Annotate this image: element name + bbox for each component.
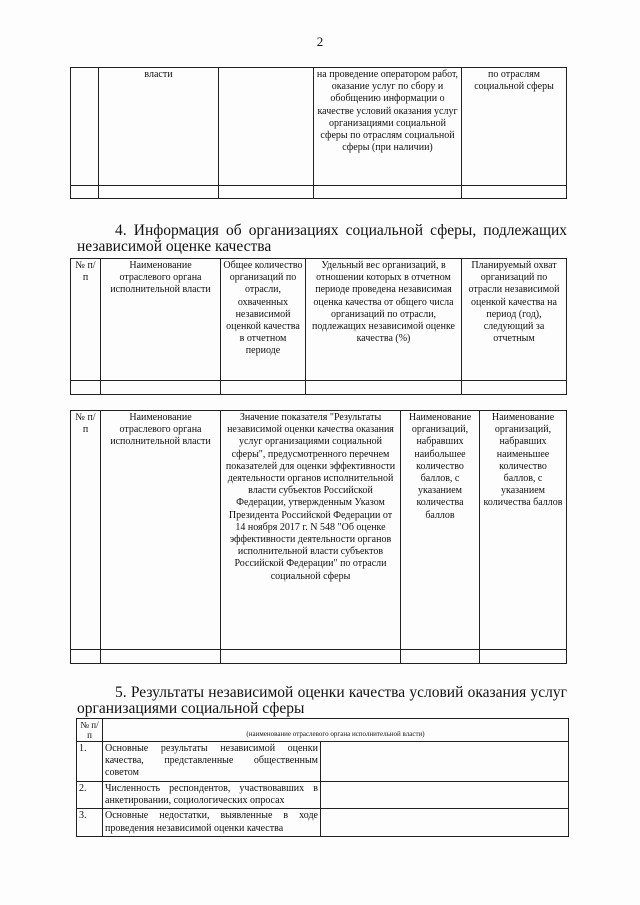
- assessment-results-table: [76, 718, 569, 837]
- table-cell: [71, 68, 99, 186]
- table-header-row: [71, 411, 567, 650]
- row-number: 3.: [77, 809, 103, 836]
- table-row: [77, 782, 569, 809]
- results-table: [70, 410, 567, 664]
- table-row: [77, 742, 569, 782]
- table-cell: [71, 650, 101, 664]
- column-header: № п/п: [71, 259, 101, 381]
- table-row: [71, 68, 567, 186]
- table-row: [71, 381, 567, 395]
- table-cell: по отраслям социальной сферы: [462, 68, 567, 186]
- column-header: Значение показателя "Результаты независимой оценки качества оказания услуг организациями социальной сферы", предусмотренного перечнем показателей для оценки эффективности деятельности органов исполнительной власти субъектов Российской Федерации, утвержденным Указом Президента Российской Федерации от 14 ноября 2017 г. N 548 "Об оценке эффективности деятельности органов исполнительной власти субъектов Российской Федерации" по отрасли социальной сферы: [221, 411, 401, 650]
- table-cell: власти: [99, 68, 219, 186]
- column-header: Наименование организаций, набравших наименьшее количество баллов, с указанием количества баллов: [480, 411, 567, 650]
- heading-line: независимой оценке качества: [77, 238, 272, 255]
- table-cell: [314, 186, 462, 199]
- column-header: № п/п: [71, 411, 101, 650]
- column-header: Планируемый охват организаций по отрасли независимой оценкой качества на период (год), следующий за отчетным: [462, 259, 567, 381]
- table-cell: [480, 650, 567, 664]
- column-header: № п/п: [77, 719, 103, 742]
- table-cell: [221, 650, 401, 664]
- table-header-row: [71, 259, 567, 381]
- authority-name-caption: (наименование отраслевого органа исполнительной власти): [103, 719, 569, 742]
- page-number: 2: [316, 34, 324, 49]
- organizations-table: [70, 258, 567, 395]
- table-cell: [321, 809, 569, 836]
- row-number: 2.: [77, 782, 103, 809]
- column-header: Наименование отраслевого органа исполнительной власти: [101, 411, 221, 650]
- row-number: 1.: [77, 742, 103, 782]
- table-row: [71, 186, 567, 199]
- heading-line: 5. Результаты независимой оценки качества условий оказания услуг: [115, 684, 567, 701]
- row-label: Основные недостатки, выявленные в ходе проведения независимой оценки качества: [103, 809, 321, 836]
- table-cell: [306, 381, 462, 395]
- row-label: Численность респондентов, участвовавших в анкетировании, социологических опросах: [103, 782, 321, 809]
- section-5-heading: [77, 685, 567, 717]
- column-header: Наименование организаций, набравших наибольшее количество баллов, с указанием количества баллов: [401, 411, 480, 650]
- table-cell: [71, 186, 99, 199]
- column-header: Удельный вес организаций, в отношении которых в отчетном периоде проведена независимая оценка качества от общего числа организаций по отрасли, подлежащих независимой оценке качества (%): [306, 259, 462, 381]
- row-label: Основные результаты независимой оценки качества, представленные общественным советом: [103, 742, 321, 782]
- table-cell: [101, 381, 221, 395]
- table-header-row: [77, 719, 569, 742]
- heading-line: организациями социальной сферы: [77, 700, 305, 717]
- table-cell: [221, 381, 306, 395]
- table-row: [77, 809, 569, 836]
- table-cell: [401, 650, 480, 664]
- table-row: [71, 650, 567, 664]
- column-header: Общее количество организаций по отрасли, охваченных независимой оценкой качества в отчетном периоде: [221, 259, 306, 381]
- table-cell: [462, 381, 567, 395]
- table-continuation: [70, 67, 567, 199]
- column-header: Наименование отраслевого органа исполнительной власти: [101, 259, 221, 381]
- heading-line: 4. Информация об организациях социальной сферы, подлежащих: [115, 222, 567, 239]
- table-cell: [99, 186, 219, 199]
- table-cell: [71, 381, 101, 395]
- table-cell: [219, 68, 314, 186]
- table-cell: [321, 742, 569, 782]
- table-cell: [101, 650, 221, 664]
- table-cell: [219, 186, 314, 199]
- table-cell: [462, 186, 567, 199]
- table-cell: [321, 782, 569, 809]
- table-cell: на проведение оператором работ, оказание услуг по сбору и обобщению информации о качестве условий оказания услуг организациями социальной сферы по отраслям социальной сферы (при наличии): [314, 68, 462, 186]
- section-4-heading: [77, 223, 567, 255]
